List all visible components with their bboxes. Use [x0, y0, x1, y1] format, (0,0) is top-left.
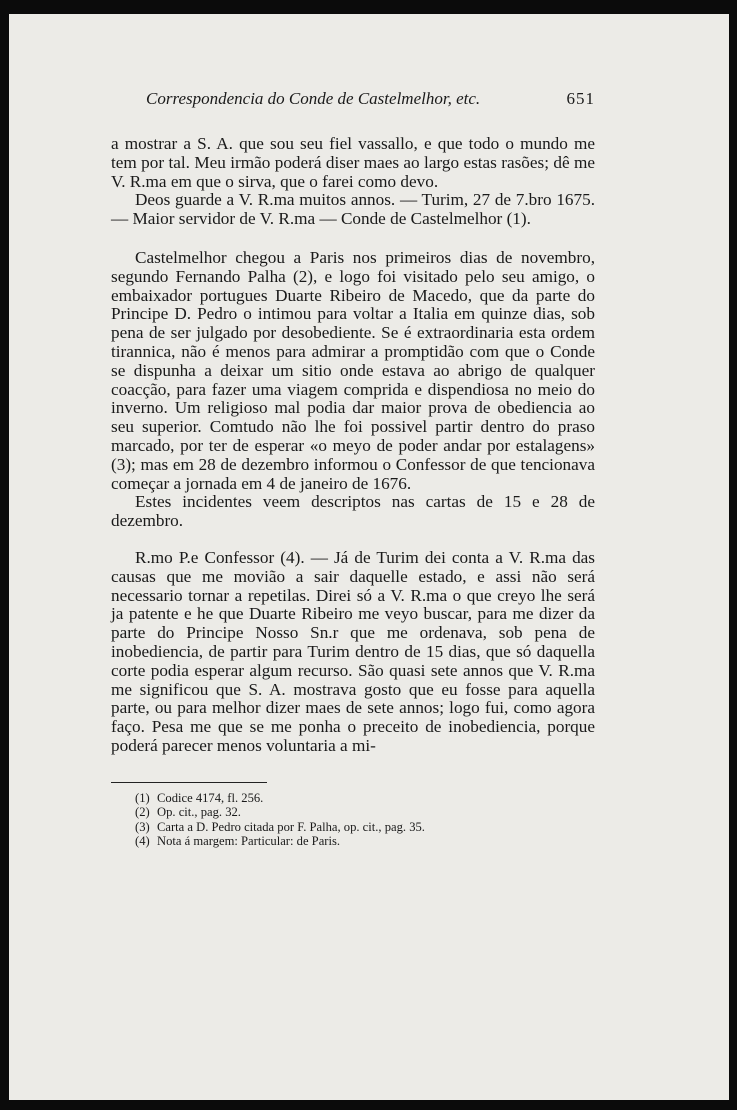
footnote [135, 805, 595, 820]
page-header [111, 89, 595, 119]
paragraph-4: Estes incidentes veem descriptos nas cartas de 15 e 28 de dezembro. [111, 492, 595, 531]
footnote-text: Nota á margem: Particular: de Paris. [157, 834, 341, 849]
running-title: Correspondencia do Conde de Castelmelhor, etc. [146, 89, 481, 108]
footnote [135, 834, 595, 849]
page-content [111, 89, 595, 849]
footnote-text: Codice 4174, fl. 256. [157, 790, 264, 805]
paragraph-1: a mostrar a S. A. que sou seu fiel vassallo, e que todo o mundo me tem por tal. Meu irmão poderá diser maes ao largo estas rasões; dê me V. R.ma em que o sirva, que o farei como devo. [111, 134, 595, 191]
footnote [135, 820, 595, 835]
section-gap [111, 531, 595, 549]
footnotes [111, 791, 595, 849]
footnote-number: (4) [135, 834, 150, 849]
footnote-text: Carta a D. Pedro citada por F. Palha, op. cit., pag. 35. [157, 819, 425, 834]
footnote-number: (1) [135, 790, 150, 805]
paragraph-5: R.mo P.e Confessor (4). — Já de Turim dei conta a V. R.ma das causas que me movião a sair daquelle estado, e assi não será necessario tornar a repetilas. Direi só a V. R.ma o que creyo lhe será ja patente e he que Duarte Ribeiro me veyo buscar, para me dizer da parte do Principe Nosso Sn.r que me ordenava, sob pena de inobediencia, de partir para Turim dentro de 15 dias, que só daquella corte podia esperar algum recurso. São quasi sete annos que V. R.ma me significou que S. A. mostrava gosto que eu fosse para aquella parte, ou para melhor dizer maes de sete annos; logo fui, como agora faço. Pesa me que se me ponha o preceito de inobediencia, porque poderá parecer menos voluntaria a mi- [111, 547, 595, 755]
page-number: 651 [566, 89, 595, 108]
section-gap [111, 229, 595, 249]
book-page [9, 14, 729, 1100]
paragraph-2: Deos guarde a V. R.ma muitos annos. — Turim, 27 de 7.bro 1675. — Maior servidor de V. R.ma — Conde de Castelmelhor (1). [111, 190, 595, 229]
footnote-number: (2) [135, 805, 150, 820]
footnote-number: (3) [135, 819, 150, 834]
paragraph-3: Castelmelhor chegou a Paris nos primeiros dias de novembro, segundo Fernando Palha (2), e logo foi visitado pelo seu amigo, o embaixador portugues Duarte Ribeiro de Macedo, que da parte do Principe D. Pedro o intimou para voltar a Italia em quinze dias, sob pena de ser julgado por desobediente. Se é extraordinaria esta ordem tirannica, não é menos para admirar a promptidão com que o Conde se dispunha a deixar um sitio onde estava ao abrigo de qualquer coacção, para fazer uma viagem comprida e dispendiosa no meio do inverno. Um religioso mal podia dar maior prova de obediencia ao seu superior. Comtudo não lhe foi possivel partir dentro do praso marcado, por ter de esperar «o meyo de poder andar por estalagens» (3); mas em 28 de dezembro informou o Confessor de que tencionava começar a jornada em 4 de janeiro de 1676. [111, 247, 595, 493]
footnote-rule [111, 782, 267, 783]
footnote [135, 791, 595, 806]
footnote-text: Op. cit., pag. 32. [157, 805, 241, 820]
